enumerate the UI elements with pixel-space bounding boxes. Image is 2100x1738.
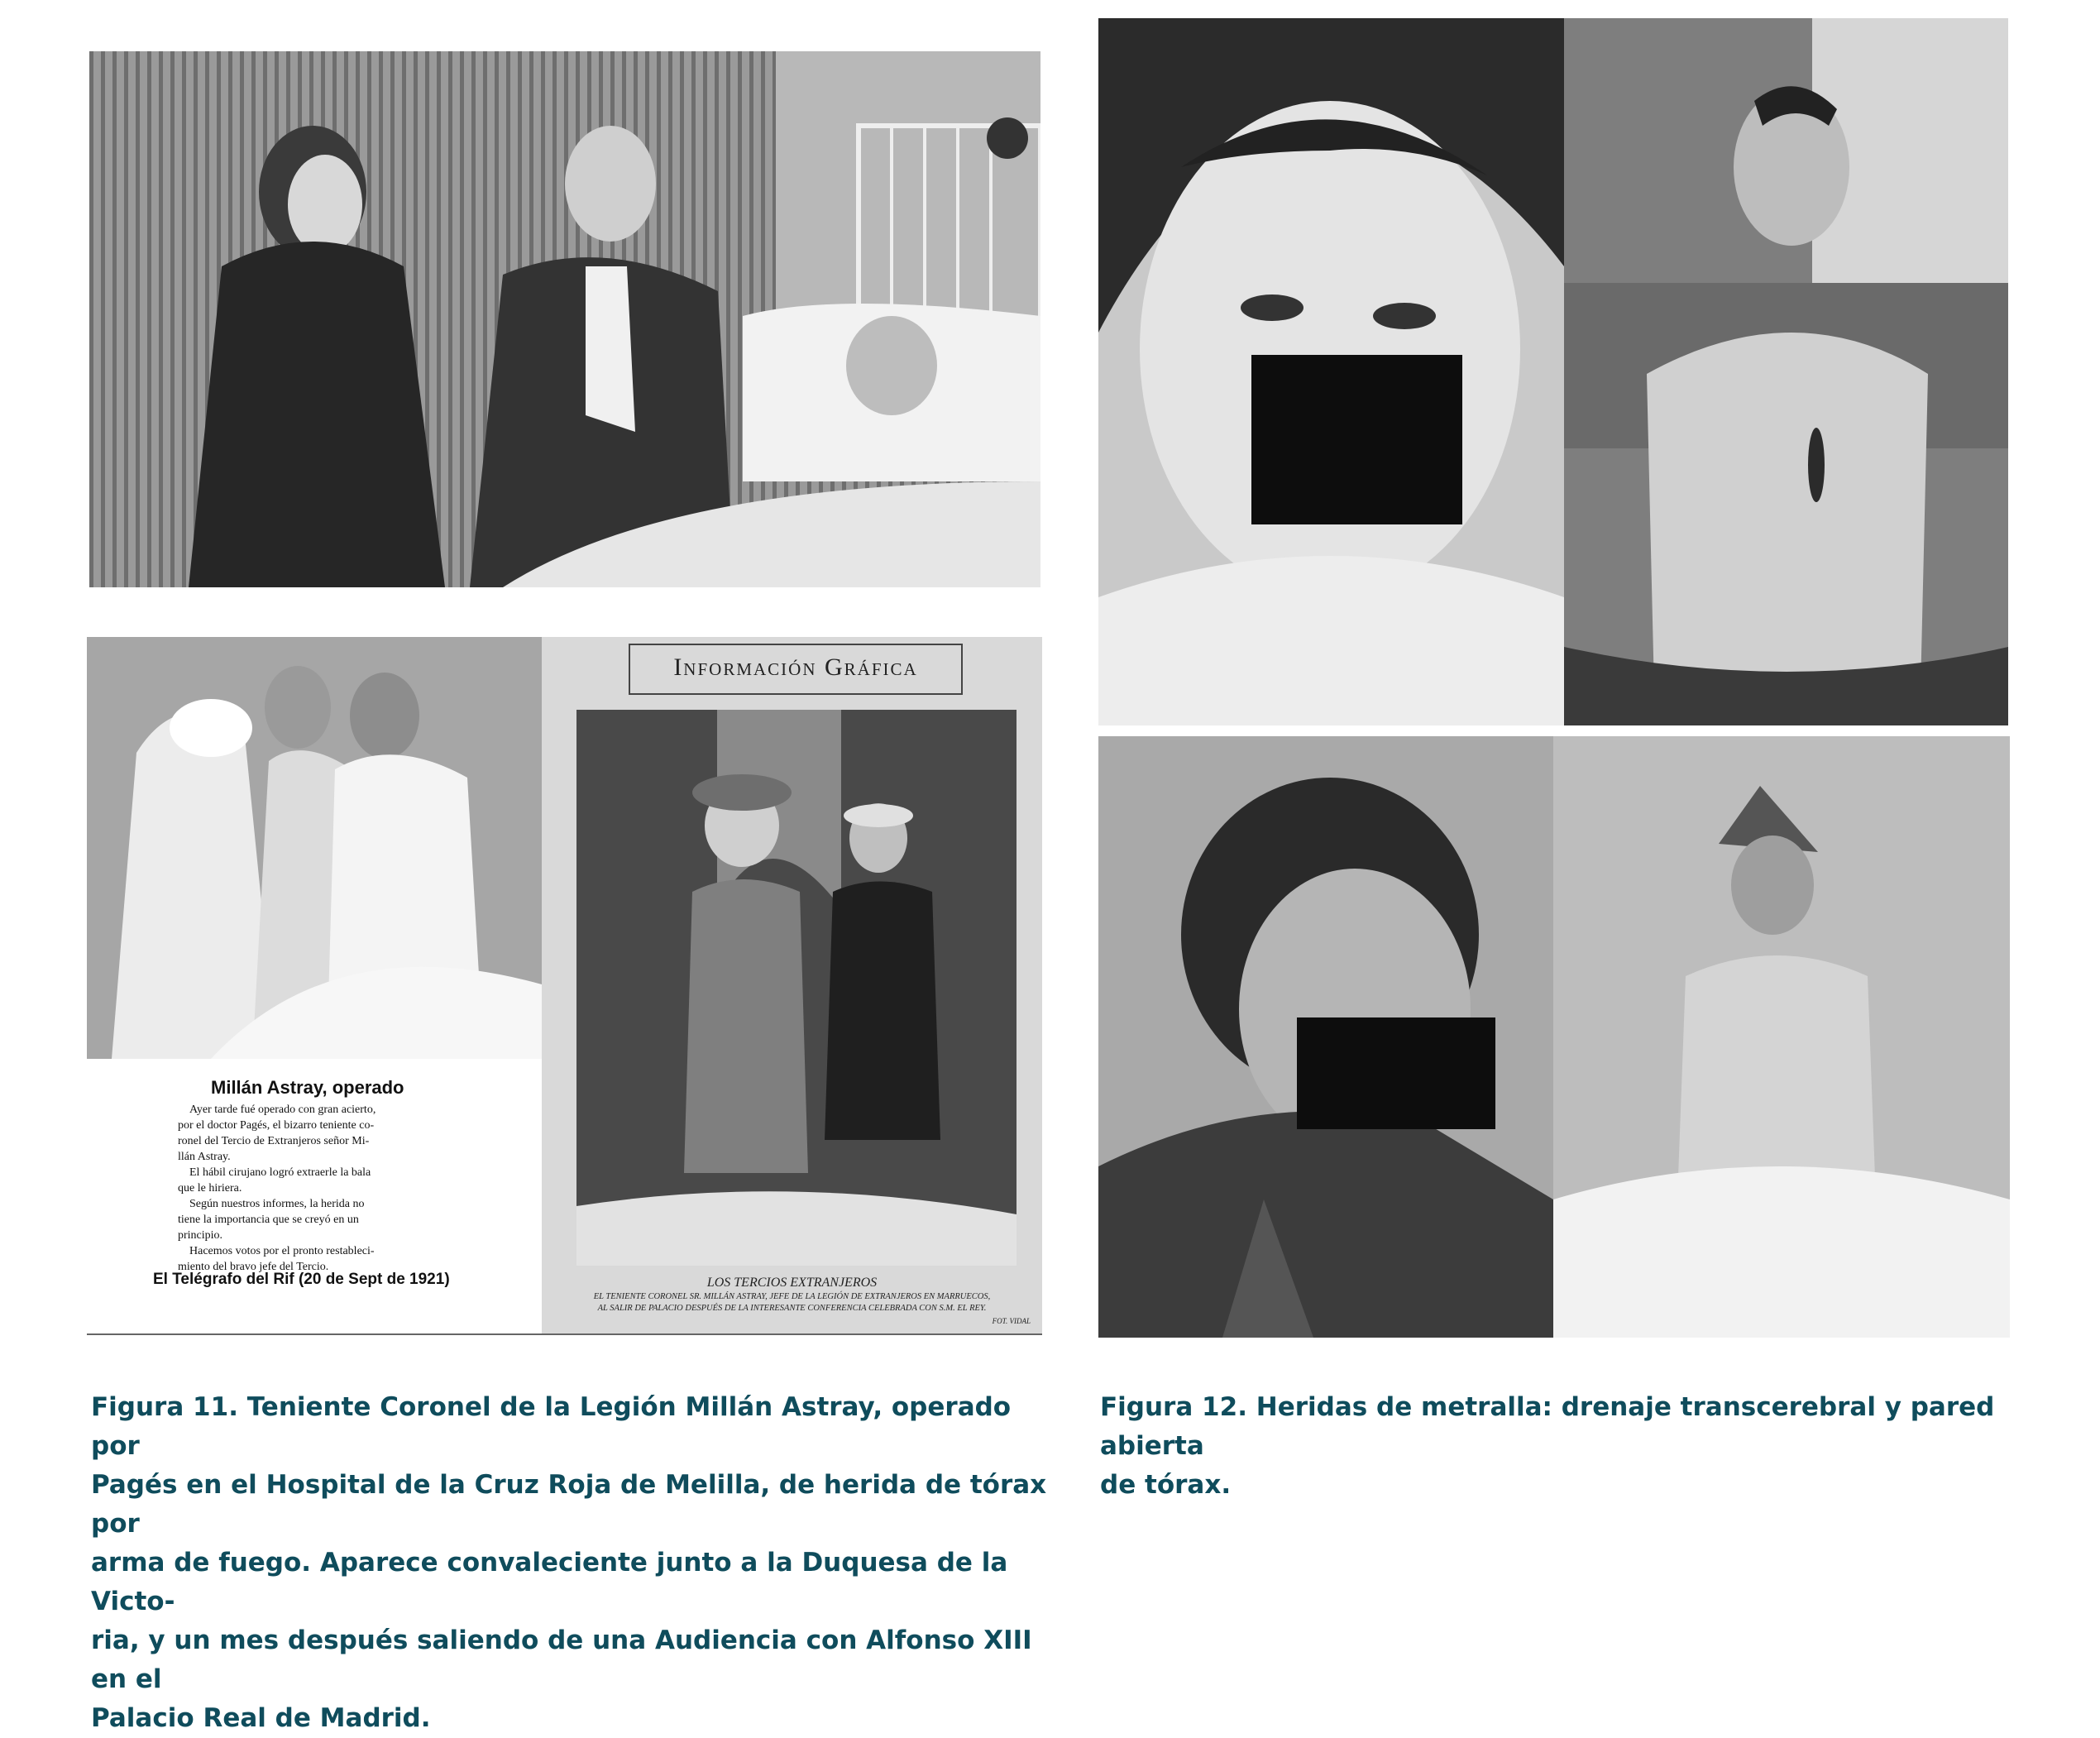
censor-bar — [1251, 355, 1462, 524]
magazine-caption-line2: AL SALIR DE PALACIO DESPUÉS DE LA INTERESANTE CONFERENCIA CELEBRADA CON S.M. EL REY. — [597, 1304, 987, 1313]
magazine-photo-title: LOS TERCIOS EXTRANJEROS — [706, 1276, 878, 1290]
figure-12-caption — [1100, 1388, 2076, 1505]
figure-11-caption — [91, 1388, 1067, 1738]
censor-bar — [1297, 1017, 1495, 1129]
newspaper-clipping — [87, 1059, 542, 1333]
photo-chest-wound-2 — [1553, 736, 2010, 1338]
caption-line: Palacio Real de Madrid. — [91, 1703, 431, 1733]
clipping-line: Según nuestros informes, la herida no — [189, 1198, 365, 1210]
caption-line: de tórax. — [1100, 1470, 1232, 1500]
photo-hospital-bedside — [89, 51, 1040, 587]
photo-head-wound-2 — [1098, 736, 1553, 1338]
caption-line: Figura 12. Heridas de metralla: drenaje transcerebral y pared abierta — [1100, 1392, 1995, 1461]
clipping-headline: Millán Astray, operado — [211, 1077, 404, 1098]
photo-head-wound-1 — [1098, 18, 1564, 725]
photo-nurses-patient — [87, 637, 542, 1059]
magazine-caption-line1: EL TENIENTE CORONEL SR. MILLÁN ASTRAY, JEFE DE LA LEGIÓN DE EXTRANJEROS EN MARRUECOS, — [593, 1292, 991, 1301]
caption-line: Pagés en el Hospital de la Cruz Roja de Melilla, de herida de tórax por — [91, 1470, 1047, 1539]
clipping-body — [178, 1102, 492, 1275]
clipping-line: El hábil cirujano logró extraerle la bala — [189, 1166, 371, 1179]
photo-chest-wound-1 — [1564, 18, 2008, 725]
clipping-line: tiene la importancia que se creyó en un — [178, 1214, 359, 1226]
clipping-line: ronel del Tercio de Extranjeros señor Mi- — [178, 1135, 370, 1147]
clipping-line: por el doctor Pagés, el bizarro teniente co- — [178, 1119, 375, 1132]
caption-line: Figura 11. Teniente Coronel de la Legión Millán Astray, operado por — [91, 1392, 1012, 1461]
divider-line — [87, 1333, 1042, 1335]
clipping-line: Hacemos votos por el pronto restableci- — [189, 1245, 375, 1257]
clipping-line: Ayer tarde fué operado con gran acierto, — [189, 1104, 376, 1116]
magazine-header: Información Gráfica — [673, 654, 918, 681]
clipping-source: El Telégrafo del Rif (20 de Sept de 1921) — [153, 1271, 450, 1288]
magazine-page — [542, 637, 1042, 1333]
clipping-line: llán Astray. — [178, 1151, 231, 1163]
caption-line: ria, y un mes después saliendo de una Audiencia con Alfonso XIII en el — [91, 1625, 1032, 1694]
clipping-line: que le hiriera. — [178, 1182, 242, 1195]
magazine-photo-credit: FOT. VIDAL — [992, 1317, 1031, 1325]
caption-line: arma de fuego. Aparece convaleciente junto a la Duquesa de la Victo- — [91, 1548, 1008, 1616]
clipping-line: principio. — [178, 1229, 223, 1242]
clipping-line: miento del bravo jefe del Tercio. — [178, 1261, 329, 1273]
palace-exit-photo — [576, 710, 1017, 1266]
